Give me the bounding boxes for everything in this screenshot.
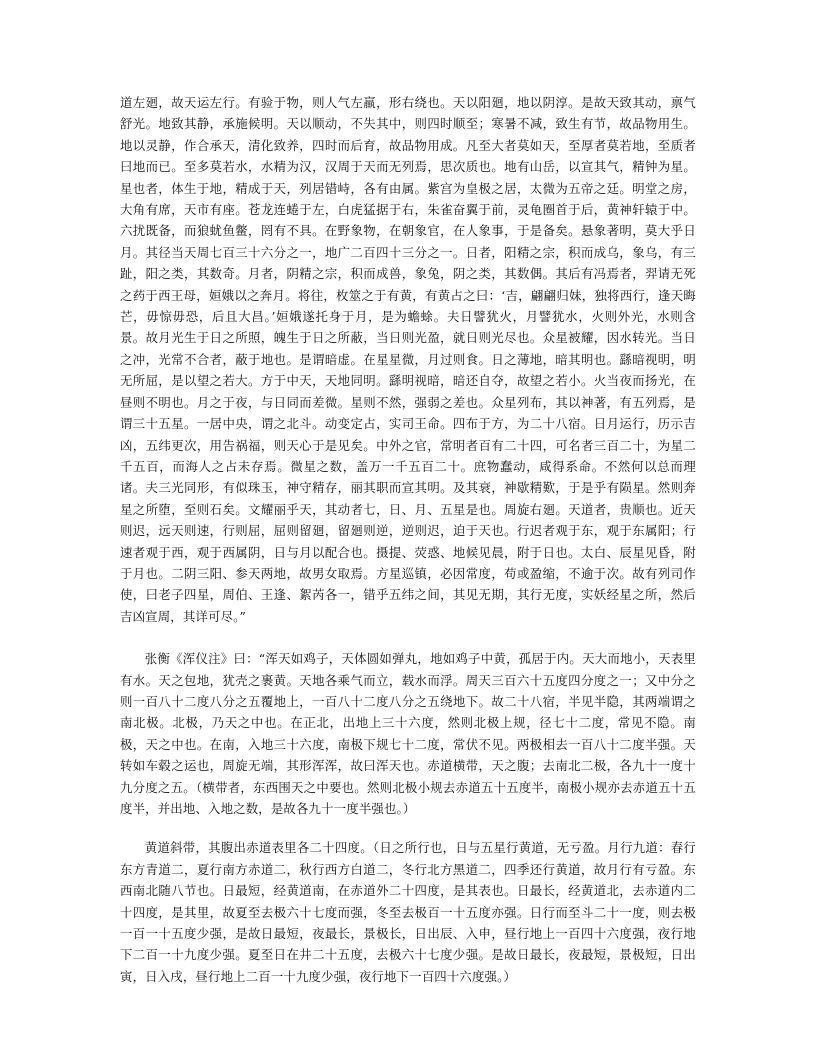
document-page (120, 92, 696, 987)
paragraph-zhangheng-huntian: 张衡《浑仪注》曰：“浑天如鸡子，天体圆如弹丸，地如鸡子中黄，孤居于内。天大而地小，天表里有水。天之包地，犹壳之裹黄。天地各乘气而立，载水而浮。周天三百六十五度四分度之一；又中分之则一百八十二度八分之五覆地上，一百八十二度八分之五绕地下。故二十八宿，半见半隐，其两端谓之南北极。北极，乃天之中也。在正北，出地上三十六度，然则北极上规，径七十二度，常见不隐。南极，天之中也。在南，入地三十六度，南极下规七十二度，常伏不见。两极相去一百八十二度半强。天转如车毂之运也，周旋无端，其形浑浑，故曰浑天也。赤道横带，天之腹；去南北二极，各九十一度十九分度之五。（横带者，东西围天之中要也。然则北极小规去赤道五十五度半，南极小规亦去赤道五十五度半，并出地、入地之数，是故各九十一度半强也。） (120, 651, 696, 816)
paragraph-huangdao: 黄道斜带，其腹出赤道表里各二十四度。（日之所行也，日与五星行黄道，无亏盈。月行九道：春行东方青道二，夏行南方赤道二，秋行西方白道二，冬行北方黑道二，四季还行黄道，故月行有亏盈。东西南北随八节也。日最短，经黄道南，在赤道外二十四度，是其表也。日最长，经黄道北，去赤道内二十四度，是其里，故夏至去极六十七度而强，冬至去极百一十五度亦强。日行而至斗二十一度，则去极一百一十五度少强，是故日最短，夜最长，景极长，日出辰、入申，昼行地上一百四十六度强，夜行地下二百一十九度少强。夏至日在井二十五度，去极六十七度少强。是故日最长，夜最短，景极短，日出寅，日入戌，昼行地上二百一十九度少强，夜行地下一百四十六度强。） (120, 840, 696, 984)
paragraph-tianwen-continued: 道左廻，故天运左行。有验于物，则人气左羸，形右绕也。天以阳廻，地以阴淳。是故天致其动，禀气舒光。地致其静，承施候明。天以顺动，不失其中，则四时顺至；寒暑不减，致生有节，故品物用生。地以灵静，作合承天，清化致养，四时而后育，故品物用成。凡至大者莫如天，至厚者莫若地，至质者曰地而已。至多莫若水，水精为汉，汉周于天而无列焉，思次质也。地有山岳，以宣其气，精钟为星。星也者，体生于地，精成于天，列居错峙，各有由属。紫宫为皇极之居，太微为五帝之廷。明堂之房，大角有席，天市有座。苍龙连蜷于左，白虎猛据于右，朱雀奋翼于前，灵龟圈首于后，黄神轩辕于中。六扰既备，而狼蚘鱼鳖，罔有不具。在野象物，在朝象官，在人象事，于是备矣。悬象著明，莫大乎日月。其径当天周七百三十六分之一，地广二百四十三分之一。日者，阳精之宗，积而成乌，象乌，有三趾，阳之类，其数奇。月者，阴精之宗，积而成兽，象兔，阴之类，其数偶。其后有冯焉者，羿请无死之药于西王母，姮娥以之奔月。将往，枚筮之于有黄，有黄占之曰：‘吉，翩翩归妹，独将西行，逢天晦芒，毋惊毋恐，后且大昌。’姮娥遂托身于月，是为蟾蜍。夫日譬犹火，月譬犹水，火则外光，水则含景。故月光生于日之所照，魄生于日之所蔽，当日则光盈，就日则光尽也。众星被耀，因水转光。当日之冲，光常不合者，蔽于地也。是谓暗虚。在星星微，月过则食。日之薄地，暗其明也。繇暗视明，明无所屈，是以望之若大。方于中天，天地同明。繇明视暗，暗还自夺，故望之若小。火当夜而扬光，在昼则不明也。月之于夜，与日同而差微。星则不然，强弱之差也。众星列布，其以神著，有五列焉，是谓三十五星。一居中央，谓之北斗。动变定占，实司王命。四布于方，为二十八宿。日月运行，历示吉凶，五纬更次，用告祸福，则天心于是见矣。中外之官，常明者百有二十四，可名者三百二十，为星二千五百，而海人之占未存焉。微星之数，盖万一千五百二十。庶物蠢动，咸得系命。不然何以总而理诸。夫三光同形，有似珠玉，神守精存，丽其职而宣其明。及其衰，神歇精歎，于是乎有陨星。然则奔星之所堕，至则石矣。文耀丽乎天，其动者七，日、月、五星是也。周旋右廻。天道者，贵顺也。近天则迟，远天则速，行则屈，屈则留廻，留廻则逆，逆则迟，迫于天也。行迟者观于东，观于东属阳；行速者观于西，观于西属阴，日与月以配合也。摄提、荧惑、地候见晨，附于日也。太白、辰星见昏，附于月也。二阴三阳、参天两地，故男女取焉。方星巡镇，必因常度，苟或盈缩，不逾于次。故有列司作使，曰老子四星，周伯、王逢、絮芮各一，错乎五纬之间，其见无期，其行无度，实妖经星之所，然后吉凶宣周，其详可尽。” (120, 95, 696, 624)
